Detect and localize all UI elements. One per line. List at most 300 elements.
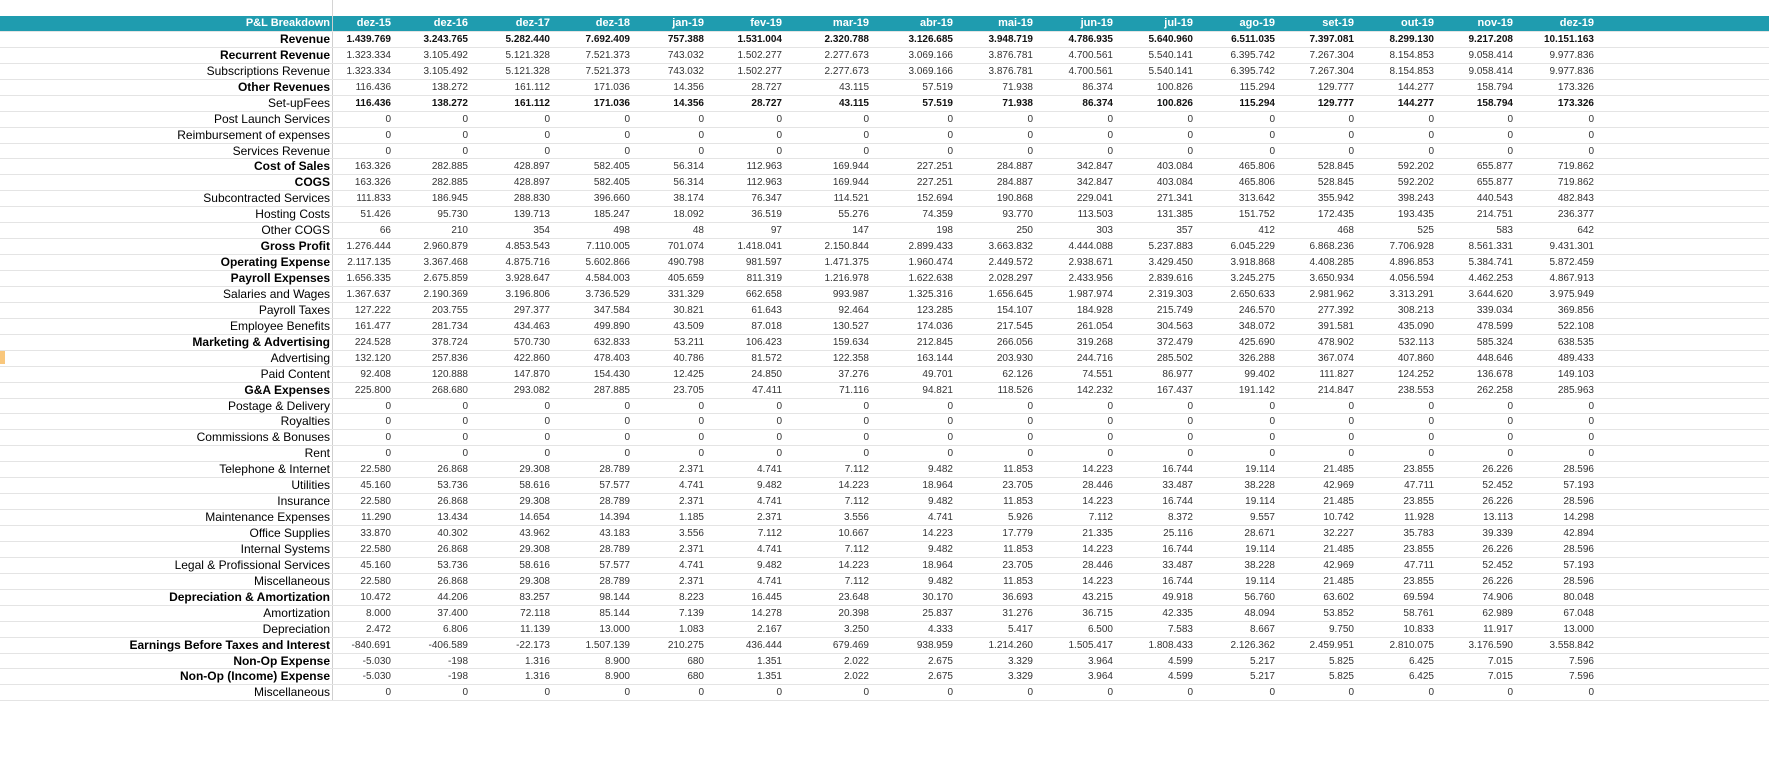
- value-cell[interactable]: 0: [1107, 416, 1113, 428]
- value-cell[interactable]: 0: [776, 432, 782, 444]
- value-cell[interactable]: 288.830: [513, 193, 550, 205]
- row-label[interactable]: Hosting Costs: [255, 207, 330, 222]
- value-cell[interactable]: 172.435: [1317, 209, 1354, 221]
- value-cell[interactable]: 2.277.673: [824, 49, 869, 61]
- value-cell[interactable]: 5.825: [1328, 655, 1354, 667]
- value-cell[interactable]: 5.540.141: [1148, 49, 1193, 61]
- value-cell[interactable]: 0: [776, 448, 782, 460]
- value-cell[interactable]: 23.855: [1403, 496, 1434, 508]
- value-cell[interactable]: 4.700.561: [1068, 65, 1113, 77]
- value-cell[interactable]: 3.069.166: [908, 49, 953, 61]
- value-cell[interactable]: 3.176.590: [1468, 639, 1513, 651]
- value-cell[interactable]: 319.268: [1076, 336, 1113, 348]
- value-cell[interactable]: 525: [1417, 225, 1434, 237]
- value-cell[interactable]: 28.446: [1082, 480, 1113, 492]
- value-cell[interactable]: 1.960.474: [908, 257, 953, 269]
- value-cell[interactable]: 7.706.928: [1389, 241, 1434, 253]
- value-cell[interactable]: 285.502: [1156, 352, 1193, 364]
- value-cell[interactable]: 10.833: [1403, 623, 1434, 635]
- value-cell[interactable]: 3.556: [678, 528, 704, 539]
- value-cell[interactable]: 21.335: [1082, 528, 1113, 539]
- value-cell[interactable]: 3.663.832: [988, 241, 1033, 253]
- value-cell[interactable]: 8.372: [1167, 512, 1193, 524]
- value-cell[interactable]: 224.528: [354, 336, 391, 348]
- value-cell[interactable]: 0: [1187, 432, 1193, 444]
- value-cell[interactable]: 16.744: [1162, 575, 1193, 587]
- value-cell[interactable]: 1.323.334: [346, 65, 391, 77]
- value-cell[interactable]: 169.944: [832, 161, 869, 173]
- row-label[interactable]: G&A Expenses: [244, 382, 330, 397]
- value-cell[interactable]: 43.962: [519, 528, 550, 539]
- value-cell[interactable]: 35.783: [1403, 528, 1434, 539]
- value-cell[interactable]: 0: [1027, 113, 1033, 125]
- row-label[interactable]: Other Revenues: [237, 79, 330, 94]
- value-cell[interactable]: 28.596: [1563, 543, 1594, 555]
- value-cell[interactable]: 28.789: [599, 543, 630, 555]
- value-cell[interactable]: 186.945: [431, 193, 468, 205]
- value-cell[interactable]: 10.151.163: [1543, 33, 1594, 45]
- value-cell[interactable]: 49.918: [1162, 591, 1193, 603]
- value-cell[interactable]: 0: [776, 113, 782, 125]
- value-cell[interactable]: 478.599: [1476, 320, 1513, 332]
- value-cell[interactable]: 719.862: [1557, 177, 1594, 189]
- value-cell[interactable]: 701.074: [667, 241, 704, 253]
- value-cell[interactable]: 118.526: [997, 384, 1033, 396]
- value-cell[interactable]: 47.411: [752, 384, 782, 396]
- value-cell[interactable]: 136.678: [1476, 368, 1513, 380]
- value-cell[interactable]: 3.329: [1007, 671, 1033, 683]
- value-cell[interactable]: 436.444: [745, 639, 782, 651]
- value-cell[interactable]: 993.987: [832, 288, 869, 300]
- value-cell[interactable]: 4.741: [756, 496, 782, 508]
- value-cell[interactable]: 147: [852, 225, 869, 237]
- value-cell[interactable]: 0: [385, 432, 391, 444]
- value-cell[interactable]: 0: [385, 129, 391, 141]
- value-cell[interactable]: -22.173: [516, 639, 550, 651]
- value-cell[interactable]: 33.487: [1162, 559, 1193, 571]
- value-cell[interactable]: 163.144: [916, 352, 953, 364]
- value-cell[interactable]: 22.580: [360, 543, 391, 555]
- value-cell[interactable]: 57.193: [1563, 559, 1594, 571]
- value-cell[interactable]: 43.509: [673, 320, 704, 332]
- value-cell[interactable]: 7.521.373: [585, 49, 630, 61]
- value-cell[interactable]: 662.658: [745, 288, 782, 300]
- value-cell[interactable]: 0: [1269, 448, 1275, 460]
- value-cell[interactable]: 100.826: [1156, 97, 1193, 109]
- value-cell[interactable]: 124.252: [1397, 368, 1434, 380]
- value-cell[interactable]: 348.072: [1238, 320, 1275, 332]
- value-cell[interactable]: 0: [624, 145, 630, 157]
- value-cell[interactable]: 8.667: [1249, 623, 1275, 635]
- value-cell[interactable]: 297.377: [513, 304, 550, 316]
- value-cell[interactable]: 1.471.375: [824, 257, 869, 269]
- value-cell[interactable]: 262.258: [1476, 384, 1513, 396]
- value-cell[interactable]: -198: [447, 655, 468, 667]
- value-cell[interactable]: 61.643: [751, 304, 782, 316]
- value-cell[interactable]: 36.693: [1002, 591, 1033, 603]
- value-cell[interactable]: -198: [447, 671, 468, 683]
- value-cell[interactable]: 40.302: [437, 528, 468, 539]
- value-cell[interactable]: 465.806: [1238, 161, 1275, 173]
- value-cell[interactable]: 8.299.130: [1389, 33, 1434, 45]
- value-cell[interactable]: 57.519: [922, 81, 953, 93]
- row-label[interactable]: Utilities: [291, 478, 330, 493]
- value-cell[interactable]: 23.705: [673, 384, 704, 396]
- value-cell[interactable]: 354: [533, 225, 550, 237]
- value-cell[interactable]: 71.116: [839, 384, 869, 396]
- value-cell[interactable]: 13.000: [1563, 623, 1594, 635]
- value-cell[interactable]: 0: [462, 145, 468, 157]
- value-cell[interactable]: 342.847: [1076, 177, 1113, 189]
- value-cell[interactable]: 0: [624, 448, 630, 460]
- value-cell[interactable]: 0: [385, 113, 391, 125]
- value-cell[interactable]: 422.860: [513, 352, 550, 364]
- value-cell[interactable]: 3.876.781: [988, 49, 1033, 61]
- value-cell[interactable]: 398.243: [1397, 193, 1434, 205]
- value-cell[interactable]: 0: [544, 687, 550, 699]
- value-cell[interactable]: 14.223: [838, 559, 869, 571]
- value-cell[interactable]: 0: [1348, 400, 1354, 412]
- value-cell[interactable]: 1.507.139: [585, 639, 630, 651]
- value-cell[interactable]: 0: [385, 448, 391, 460]
- value-cell[interactable]: 0: [1269, 432, 1275, 444]
- value-cell[interactable]: 16.744: [1162, 496, 1193, 508]
- value-cell[interactable]: 0: [776, 129, 782, 141]
- value-cell[interactable]: 53.736: [437, 480, 468, 492]
- value-cell[interactable]: 42.894: [1563, 528, 1594, 539]
- value-cell[interactable]: 284.887: [996, 177, 1033, 189]
- value-cell[interactable]: 583: [1496, 225, 1513, 237]
- value-cell[interactable]: 9.058.414: [1468, 65, 1513, 77]
- value-cell[interactable]: 3.736.529: [585, 288, 630, 300]
- value-cell[interactable]: 4.408.285: [1309, 257, 1354, 269]
- value-cell[interactable]: 144.277: [1397, 81, 1434, 93]
- row-label[interactable]: Rent: [304, 446, 330, 461]
- value-cell[interactable]: 4.462.253: [1468, 273, 1513, 284]
- value-cell[interactable]: 45.160: [360, 480, 391, 492]
- value-cell[interactable]: 44.206: [437, 591, 468, 603]
- value-cell[interactable]: 0: [1428, 400, 1434, 412]
- value-cell[interactable]: 18.964: [922, 559, 953, 571]
- value-cell[interactable]: 0: [462, 113, 468, 125]
- value-cell[interactable]: 74.551: [1082, 368, 1113, 380]
- value-cell[interactable]: 47.711: [1404, 480, 1434, 492]
- value-cell[interactable]: 655.877: [1476, 161, 1513, 173]
- value-cell[interactable]: 18.964: [922, 480, 953, 492]
- value-cell[interactable]: 0: [698, 113, 704, 125]
- row-label[interactable]: Office Supplies: [249, 526, 330, 540]
- value-cell[interactable]: 428.897: [513, 177, 550, 189]
- row-label[interactable]: Legal & Profissional Services: [174, 557, 330, 572]
- value-cell[interactable]: 0: [462, 687, 468, 699]
- value-cell[interactable]: 5.121.328: [505, 65, 550, 77]
- value-cell[interactable]: 23.705: [1002, 559, 1033, 571]
- value-cell[interactable]: 25.116: [1163, 528, 1193, 539]
- value-cell[interactable]: 4.599: [1167, 655, 1193, 667]
- value-cell[interactable]: 680: [687, 671, 704, 683]
- value-cell[interactable]: 71.938: [1002, 97, 1033, 109]
- value-cell[interactable]: 0: [1107, 129, 1113, 141]
- value-cell[interactable]: 32.227: [1323, 528, 1354, 539]
- value-cell[interactable]: 257.836: [431, 352, 468, 364]
- value-cell[interactable]: 0: [1027, 400, 1033, 412]
- row-label[interactable]: Postage & Delivery: [227, 398, 330, 413]
- value-cell[interactable]: 331.329: [667, 288, 704, 300]
- value-cell[interactable]: 16.744: [1162, 464, 1193, 476]
- value-cell[interactable]: 0: [1588, 448, 1594, 460]
- column-header-cell[interactable]: jan-19: [672, 17, 704, 29]
- value-cell[interactable]: 0: [698, 416, 704, 428]
- value-cell[interactable]: 0: [863, 129, 869, 141]
- value-cell[interactable]: 9.482: [927, 575, 953, 587]
- value-cell[interactable]: 570.730: [513, 336, 550, 348]
- value-cell[interactable]: 215.749: [1156, 304, 1193, 316]
- value-cell[interactable]: 266.056: [996, 336, 1033, 348]
- value-cell[interactable]: 1.656.645: [988, 288, 1033, 300]
- value-cell[interactable]: 38.228: [1244, 559, 1275, 571]
- value-cell[interactable]: 1.351: [756, 655, 782, 667]
- value-cell[interactable]: 0: [1507, 400, 1513, 412]
- value-cell[interactable]: 326.288: [1238, 352, 1275, 364]
- value-cell[interactable]: 0: [1107, 687, 1113, 699]
- value-cell[interactable]: 0: [1027, 432, 1033, 444]
- value-cell[interactable]: 7.110.005: [586, 241, 630, 253]
- value-cell[interactable]: 0: [1507, 113, 1513, 125]
- value-cell[interactable]: 53.852: [1323, 607, 1354, 619]
- value-cell[interactable]: 448.646: [1476, 352, 1513, 364]
- value-cell[interactable]: 30.170: [922, 591, 953, 603]
- value-cell[interactable]: 3.964: [1087, 671, 1113, 683]
- value-cell[interactable]: 4.741: [678, 559, 704, 571]
- value-cell[interactable]: -5.030: [362, 671, 391, 683]
- value-cell[interactable]: 1.656.335: [346, 273, 391, 284]
- value-cell[interactable]: 0: [1187, 113, 1193, 125]
- value-cell[interactable]: 11.853: [1003, 543, 1033, 555]
- value-cell[interactable]: 0: [1107, 145, 1113, 157]
- value-cell[interactable]: 138.272: [431, 81, 468, 93]
- value-cell[interactable]: 47.711: [1404, 559, 1434, 571]
- value-cell[interactable]: 3.367.468: [423, 257, 468, 269]
- value-cell[interactable]: 115.294: [1239, 81, 1275, 93]
- value-cell[interactable]: 11.139: [520, 623, 550, 635]
- value-cell[interactable]: 66: [379, 225, 391, 237]
- value-cell[interactable]: 0: [1269, 416, 1275, 428]
- value-cell[interactable]: 2.320.788: [824, 33, 869, 45]
- value-cell[interactable]: 55.276: [838, 209, 869, 221]
- value-cell[interactable]: 0: [698, 400, 704, 412]
- value-cell[interactable]: 0: [385, 400, 391, 412]
- value-cell[interactable]: 498: [613, 225, 630, 237]
- value-cell[interactable]: 8.900: [604, 655, 630, 667]
- value-cell[interactable]: 0: [1187, 448, 1193, 460]
- value-cell[interactable]: 0: [1507, 129, 1513, 141]
- value-cell[interactable]: -840.691: [351, 639, 391, 651]
- value-cell[interactable]: 33.870: [360, 528, 391, 539]
- value-cell[interactable]: 1.351: [756, 671, 782, 683]
- value-cell[interactable]: 16.744: [1162, 543, 1193, 555]
- row-label[interactable]: Advertising: [270, 350, 330, 365]
- value-cell[interactable]: 403.084: [1156, 161, 1193, 173]
- value-cell[interactable]: 57.577: [599, 559, 630, 571]
- value-cell[interactable]: 4.741: [927, 512, 953, 524]
- row-label[interactable]: Paid Content: [260, 366, 330, 381]
- value-cell[interactable]: 5.384.741: [1468, 257, 1513, 269]
- value-cell[interactable]: 214.847: [1317, 384, 1354, 396]
- value-cell[interactable]: 4.700.561: [1068, 49, 1113, 61]
- value-cell[interactable]: 1.316: [524, 671, 550, 683]
- value-cell[interactable]: 42.969: [1323, 559, 1354, 571]
- value-cell[interactable]: 0: [624, 687, 630, 699]
- value-cell[interactable]: 2.449.572: [988, 257, 1033, 269]
- value-cell[interactable]: 369.856: [1557, 304, 1594, 316]
- value-cell[interactable]: 1.439.769: [346, 33, 391, 45]
- value-cell[interactable]: 163.326: [354, 177, 391, 189]
- value-cell[interactable]: 0: [698, 432, 704, 444]
- value-cell[interactable]: 271.341: [1156, 193, 1193, 205]
- value-cell[interactable]: 347.584: [593, 304, 630, 316]
- value-cell[interactable]: 434.463: [513, 320, 550, 332]
- value-cell[interactable]: 1.325.316: [908, 288, 953, 300]
- value-cell[interactable]: 20.398: [838, 607, 869, 619]
- value-cell[interactable]: 210.275: [667, 639, 704, 651]
- value-cell[interactable]: 14.298: [1563, 512, 1594, 524]
- value-cell[interactable]: 3.650.934: [1309, 273, 1354, 284]
- value-cell[interactable]: 23.855: [1403, 543, 1434, 555]
- value-cell[interactable]: 0: [1187, 687, 1193, 699]
- value-cell[interactable]: 33.487: [1162, 480, 1193, 492]
- column-header-cell[interactable]: out-19: [1401, 17, 1434, 29]
- value-cell[interactable]: 4.853.543: [505, 241, 550, 253]
- value-cell[interactable]: 8.154.853: [1389, 65, 1434, 77]
- value-cell[interactable]: 1.316: [524, 655, 550, 667]
- value-cell[interactable]: 14.223: [1082, 464, 1113, 476]
- value-cell[interactable]: 465.806: [1238, 177, 1275, 189]
- value-cell[interactable]: 152.694: [916, 193, 953, 205]
- value-cell[interactable]: 3.069.166: [908, 65, 953, 77]
- value-cell[interactable]: 212.845: [916, 336, 953, 348]
- value-cell[interactable]: 582.405: [593, 161, 630, 173]
- value-cell[interactable]: 2.190.369: [423, 288, 468, 300]
- value-cell[interactable]: 14.223: [1082, 496, 1113, 508]
- value-cell[interactable]: 48: [692, 225, 704, 237]
- value-cell[interactable]: 582.405: [593, 177, 630, 189]
- value-cell[interactable]: 92.464: [838, 304, 869, 316]
- value-cell[interactable]: 0: [462, 400, 468, 412]
- value-cell[interactable]: 0: [544, 129, 550, 141]
- value-cell[interactable]: 425.690: [1238, 336, 1275, 348]
- row-label[interactable]: Reimbursement of expenses: [177, 127, 330, 142]
- value-cell[interactable]: 0: [1428, 687, 1434, 699]
- value-cell[interactable]: 19.114: [1245, 464, 1275, 476]
- value-cell[interactable]: 56.314: [673, 161, 704, 173]
- value-cell[interactable]: 2.319.303: [1148, 288, 1193, 300]
- value-cell[interactable]: 99.402: [1244, 368, 1275, 380]
- value-cell[interactable]: 191.142: [1238, 384, 1275, 396]
- value-cell[interactable]: 0: [385, 416, 391, 428]
- value-cell[interactable]: 19.114: [1245, 496, 1275, 508]
- value-cell[interactable]: 478.902: [1317, 336, 1354, 348]
- value-cell[interactable]: 9.977.836: [1549, 65, 1594, 77]
- value-cell[interactable]: 5.217: [1249, 671, 1275, 683]
- value-cell[interactable]: 2.650.633: [1230, 288, 1275, 300]
- value-cell[interactable]: 29.308: [519, 464, 550, 476]
- value-cell[interactable]: 67.048: [1563, 607, 1594, 619]
- value-cell[interactable]: 21.485: [1323, 496, 1354, 508]
- value-cell[interactable]: 0: [544, 416, 550, 428]
- value-cell[interactable]: 412: [1258, 225, 1275, 237]
- value-cell[interactable]: 3.105.492: [423, 65, 468, 77]
- value-cell[interactable]: 0: [1187, 129, 1193, 141]
- value-cell[interactable]: 0: [624, 432, 630, 444]
- value-cell[interactable]: 1.502.277: [737, 65, 782, 77]
- value-cell[interactable]: 13.113: [1483, 512, 1513, 524]
- value-cell[interactable]: 0: [1588, 400, 1594, 412]
- value-cell[interactable]: 2.167: [756, 623, 782, 635]
- value-cell[interactable]: 28.727: [751, 81, 782, 93]
- value-cell[interactable]: 74.906: [1482, 591, 1513, 603]
- value-cell[interactable]: 0: [1588, 416, 1594, 428]
- value-cell[interactable]: 6.395.742: [1230, 49, 1275, 61]
- value-cell[interactable]: 7.015: [1487, 671, 1513, 683]
- value-cell[interactable]: 198: [936, 225, 953, 237]
- value-cell[interactable]: 1.185: [678, 512, 704, 524]
- value-cell[interactable]: 23.855: [1403, 575, 1434, 587]
- value-cell[interactable]: 120.888: [431, 368, 468, 380]
- value-cell[interactable]: 284.887: [996, 161, 1033, 173]
- value-cell[interactable]: 11.290: [361, 512, 391, 524]
- value-cell[interactable]: 174.036: [916, 320, 953, 332]
- value-cell[interactable]: 2.839.616: [1148, 273, 1193, 284]
- value-cell[interactable]: 0: [1187, 400, 1193, 412]
- value-cell[interactable]: 4.875.716: [505, 257, 550, 269]
- value-cell[interactable]: 2.371: [678, 543, 704, 555]
- value-cell[interactable]: 2.459.951: [1309, 639, 1354, 651]
- value-cell[interactable]: 87.018: [751, 320, 782, 332]
- value-cell[interactable]: 0: [1428, 448, 1434, 460]
- value-cell[interactable]: 86.977: [1162, 368, 1193, 380]
- value-cell[interactable]: 123.285: [916, 304, 953, 316]
- value-cell[interactable]: 435.090: [1397, 320, 1434, 332]
- value-cell[interactable]: 37.400: [437, 607, 468, 619]
- value-cell[interactable]: 407.860: [1397, 352, 1434, 364]
- value-cell[interactable]: 26.868: [437, 496, 468, 508]
- value-cell[interactable]: 0: [624, 400, 630, 412]
- value-cell[interactable]: 428.897: [513, 161, 550, 173]
- column-header-cell[interactable]: mar-19: [832, 17, 869, 29]
- value-cell[interactable]: 5.825: [1328, 671, 1354, 683]
- row-label[interactable]: Telephone & Internet: [219, 462, 330, 477]
- value-cell[interactable]: 632.833: [593, 336, 630, 348]
- row-label[interactable]: Earnings Before Taxes and Interest: [129, 637, 330, 652]
- value-cell[interactable]: 36.519: [751, 209, 782, 221]
- value-cell[interactable]: 293.082: [513, 384, 550, 396]
- value-cell[interactable]: 342.847: [1076, 161, 1113, 173]
- value-cell[interactable]: 489.433: [1557, 352, 1594, 364]
- value-cell[interactable]: 440.543: [1476, 193, 1513, 205]
- value-cell[interactable]: 405.659: [667, 273, 704, 284]
- value-cell[interactable]: 7.692.409: [585, 33, 630, 45]
- value-cell[interactable]: 585.324: [1476, 336, 1513, 348]
- row-label[interactable]: Non-Op (Income) Expense: [179, 669, 330, 684]
- value-cell[interactable]: 0: [863, 432, 869, 444]
- value-cell[interactable]: 0: [947, 416, 953, 428]
- row-label[interactable]: P&L Breakdown: [245, 17, 330, 29]
- value-cell[interactable]: 7.112: [1088, 512, 1113, 524]
- value-cell[interactable]: 39.339: [1482, 528, 1513, 539]
- value-cell[interactable]: 0: [1588, 113, 1594, 125]
- value-cell[interactable]: 2.028.297: [988, 273, 1033, 284]
- value-cell[interactable]: 0: [1588, 129, 1594, 141]
